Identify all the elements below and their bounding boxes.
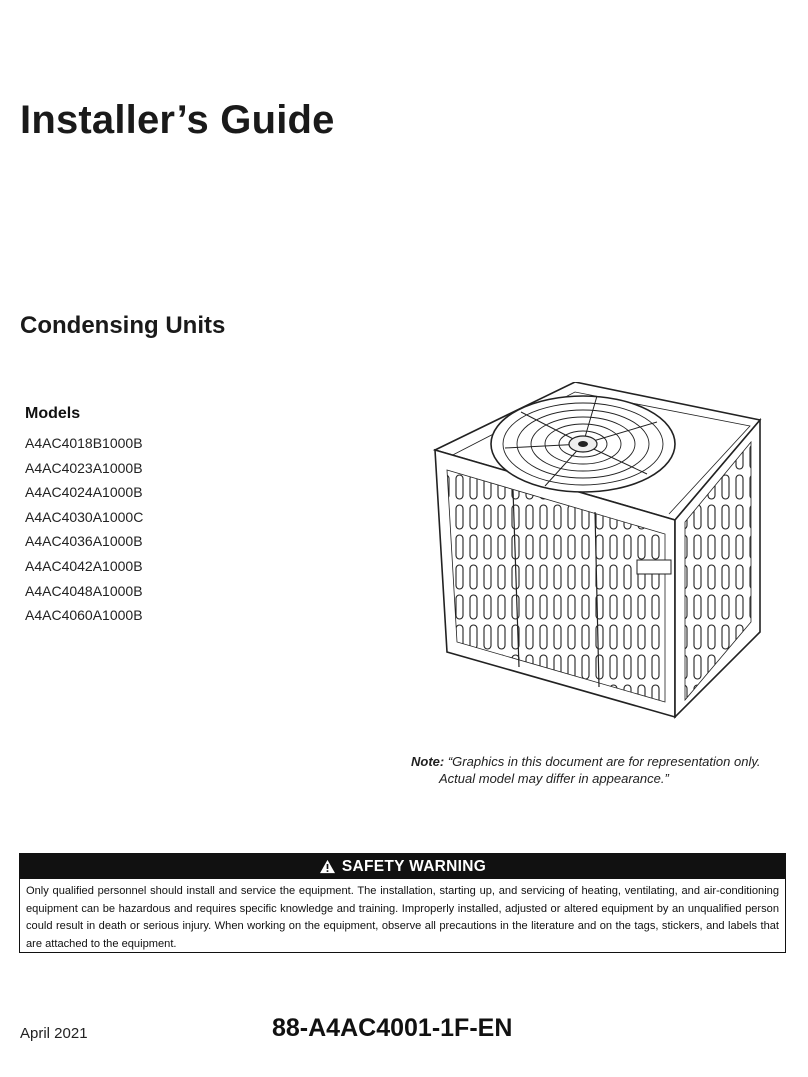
publication-date: April 2021	[20, 1025, 88, 1042]
model-item: A4AC4048A1000B	[25, 582, 143, 599]
note-label: Note:	[411, 754, 445, 769]
model-item: A4AC4042A1000B	[25, 557, 143, 574]
model-item: A4AC4060A1000B	[25, 607, 143, 624]
condensing-unit-illustration	[425, 382, 770, 727]
page-subtitle: Condensing Units	[20, 312, 226, 339]
model-item: A4AC4023A1000B	[25, 459, 143, 476]
models-section	[25, 403, 225, 628]
model-item: A4AC4036A1000B	[25, 533, 143, 550]
model-item: A4AC4030A1000C	[25, 508, 144, 525]
graphics-note	[411, 753, 791, 787]
safety-warning-header	[20, 854, 785, 879]
models-list	[25, 431, 225, 628]
models-heading: Models	[25, 405, 81, 422]
document-number: 88-A4AC4001-1F-EN	[272, 1014, 513, 1042]
model-item: A4AC4018B1000B	[25, 435, 143, 451]
page-title: Installer’s Guide	[20, 98, 335, 142]
note-line-1: “Graphics in this document are for representation only.	[447, 754, 761, 769]
safety-warning-text: Only qualified personnel should install and service the equipment. The installation, starting up, and servicing of heating, ventilating, and air-conditioning equipment can be hazardous and requires specific knowledge and training. Improperly installed, adjusted or altered equipment by an unqualified person could result in death or serious injury. When working on the equipment, observe all precautions in the literature and on the tags, stickers, and labels that are attached to the equipment.	[26, 885, 779, 950]
note-line-2: Actual model may differ in appearance.”	[439, 771, 669, 786]
warning-triangle-icon	[319, 859, 336, 874]
safety-warning-box	[19, 853, 786, 953]
safety-warning-title: SAFETY WARNING	[341, 857, 487, 875]
model-item: A4AC4024A1000B	[25, 484, 143, 501]
